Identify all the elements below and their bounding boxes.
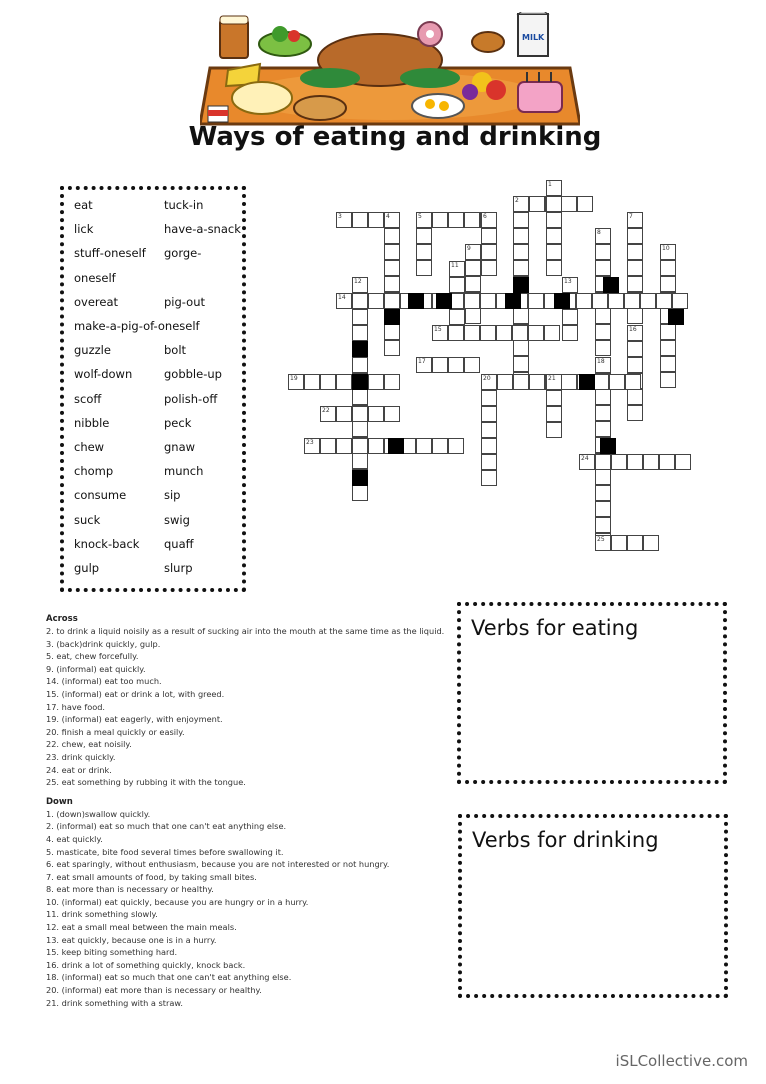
crossword-cell[interactable] <box>320 374 336 390</box>
crossword-cell[interactable] <box>465 276 481 292</box>
clue-line: 12. eat a small meal between the main meals. <box>46 922 237 933</box>
crossword-cell[interactable] <box>675 454 691 470</box>
crossword-cell[interactable] <box>595 389 611 405</box>
word-bank-item: suck <box>74 512 101 527</box>
crossword-cell[interactable] <box>595 421 611 437</box>
crossword-cell[interactable] <box>627 244 643 260</box>
crossword-clue-number: 15 <box>434 326 442 333</box>
crossword-cell[interactable] <box>416 244 432 260</box>
word-bank-item: gnaw <box>164 440 196 454</box>
crossword-cell[interactable] <box>513 212 529 228</box>
crossword-cell[interactable] <box>368 406 384 422</box>
crossword-cell[interactable] <box>546 260 562 276</box>
crossword-cell[interactable] <box>416 260 432 276</box>
clue-line: 20. finish a meal quickly or easily. <box>46 726 185 737</box>
crossword-cell[interactable] <box>352 212 368 228</box>
crossword-cell[interactable] <box>448 357 464 373</box>
crossword-cell[interactable] <box>546 212 562 228</box>
crossword-cell[interactable] <box>513 228 529 244</box>
crossword-cell[interactable] <box>595 517 611 533</box>
crossword-cell[interactable] <box>352 406 368 422</box>
crossword-cell[interactable] <box>480 325 496 341</box>
crossword-black-cell <box>668 309 684 325</box>
crossword-cell[interactable] <box>627 405 643 421</box>
crossword-black-cell <box>388 438 404 454</box>
crossword-cell[interactable] <box>432 438 448 454</box>
clue-line: 16. drink a lot of something quickly, knock back. <box>46 959 246 970</box>
crossword-black-cell <box>513 277 529 293</box>
crossword-clue-number: 25 <box>597 536 605 543</box>
crossword-cell[interactable] <box>529 374 545 390</box>
crossword-cell[interactable] <box>627 535 643 551</box>
crossword-cell[interactable] <box>595 260 611 276</box>
word-bank-item: pig-out <box>164 294 205 309</box>
crossword-cell[interactable] <box>320 438 336 454</box>
word-bank-item: quaff <box>164 536 194 551</box>
word-bank-item: scoff <box>74 391 102 406</box>
crossword-cell[interactable] <box>627 308 643 324</box>
clue-line: 2. (informal) eat so much that one can't eat anything else. <box>46 821 287 832</box>
clue-line: 19. (informal) eat eagerly, with enjoyment. <box>46 714 223 725</box>
crossword-cell[interactable] <box>384 340 400 356</box>
word-bank-item: consume <box>74 488 127 503</box>
crossword-cell[interactable] <box>464 212 480 228</box>
crossword-clue-number: 17 <box>418 358 426 365</box>
clue-line: 3. (back)drink quickly, gulp. <box>46 638 161 649</box>
crossword-black-cell <box>408 293 424 309</box>
crossword-clue-number: 9 <box>467 245 471 252</box>
crossword-cell[interactable] <box>544 325 560 341</box>
crossword-clue-number: 14 <box>338 294 346 301</box>
word-bank-item: guzzle <box>74 343 111 358</box>
crossword-cell[interactable] <box>643 454 659 470</box>
crossword-clue-number: 22 <box>322 407 330 414</box>
crossword-clue-number: 12 <box>354 278 362 285</box>
crossword-cell[interactable] <box>513 244 529 260</box>
crossword-cell[interactable] <box>416 438 432 454</box>
crossword-cell[interactable] <box>595 324 611 340</box>
crossword-cell[interactable] <box>528 325 544 341</box>
crossword-cell[interactable] <box>611 535 627 551</box>
crossword-cell[interactable] <box>513 340 529 356</box>
word-bank-item: bolt <box>164 343 187 358</box>
crossword-cell[interactable] <box>336 374 352 390</box>
clue-line: 11. drink something slowly. <box>46 909 158 920</box>
clue-line: 23. drink quickly. <box>46 751 116 762</box>
crossword-black-cell <box>352 470 368 486</box>
crossword-cell[interactable] <box>352 357 368 373</box>
clue-line: 25. eat something by rubbing it with the tongue. <box>46 777 246 788</box>
crossword-cell[interactable] <box>513 356 529 372</box>
eating-verbs-label: Verbs for eating <box>471 616 639 640</box>
clue-line: 21. drink something with a straw. <box>46 997 183 1008</box>
crossword-cell[interactable] <box>611 454 627 470</box>
crossword-cell[interactable] <box>546 196 562 212</box>
clue-line: 6. eat sparingly, without enthusiasm, because you are not interested or not hungry. <box>46 859 390 870</box>
word-bank-item: gorge- <box>164 246 202 261</box>
crossword-black-cell <box>352 341 368 357</box>
crossword-cell[interactable] <box>577 196 593 212</box>
crossword-cell[interactable] <box>384 406 400 422</box>
crossword-cell[interactable] <box>352 438 368 454</box>
crossword-cell[interactable] <box>592 293 608 309</box>
crossword-cell[interactable] <box>368 438 384 454</box>
crossword-cell[interactable] <box>304 374 320 390</box>
crossword-cell[interactable] <box>595 501 611 517</box>
crossword-cell[interactable] <box>513 260 529 276</box>
page-title: Ways of eating and drinking <box>188 122 602 152</box>
clue-line: 22. chew, eat noisily. <box>46 739 132 750</box>
word-bank-item: eat <box>74 198 93 212</box>
clue-line: 5. eat, chew forcefully. <box>46 651 139 662</box>
crossword-cell[interactable] <box>481 260 497 276</box>
crossword-clue-number: 18 <box>597 358 605 365</box>
word-bank-item: have-a-snack <box>164 222 241 237</box>
crossword-cell[interactable] <box>481 406 497 422</box>
crossword-cell[interactable] <box>529 196 545 212</box>
word-bank-item: gulp <box>74 561 100 575</box>
crossword-cell[interactable] <box>384 260 400 276</box>
footer-watermark: iSLCollective.com <box>615 1052 748 1070</box>
crossword-cell[interactable] <box>481 244 497 260</box>
clue-line: 4. eat quickly. <box>46 833 103 844</box>
crossword-cell[interactable] <box>416 228 432 244</box>
crossword-cell[interactable] <box>627 454 643 470</box>
word-bank-item: stuff-oneself <box>74 246 146 261</box>
crossword-clue-number: 11 <box>451 262 459 269</box>
crossword-cell[interactable] <box>595 405 611 421</box>
crossword-cell[interactable] <box>562 325 578 341</box>
crossword-cell[interactable] <box>546 244 562 260</box>
crossword-clue-number: 7 <box>629 213 633 220</box>
crossword-cell[interactable] <box>593 374 609 390</box>
crossword-clue-number: 16 <box>629 326 637 333</box>
crossword-cell[interactable] <box>627 357 643 373</box>
crossword-cell[interactable] <box>352 309 368 325</box>
word-bank-item: gobble-up <box>164 367 222 382</box>
crossword-cell[interactable] <box>627 276 643 292</box>
crossword-cell[interactable] <box>481 390 497 406</box>
crossword-cell[interactable] <box>352 453 368 469</box>
crossword-cell[interactable] <box>513 308 529 324</box>
crossword-black-cell <box>579 374 595 390</box>
eating-verbs-box[interactable] <box>457 602 727 784</box>
crossword-clue-number: 8 <box>597 229 601 236</box>
clue-line: 15. (informal) eat or drink a lot, with greed. <box>46 688 225 699</box>
word-bank-item: wolf-down <box>74 367 133 382</box>
crossword-black-cell <box>554 293 570 309</box>
crossword-cell[interactable] <box>496 325 512 341</box>
word-bank-item: knock-back <box>74 536 140 551</box>
clue-line: 10. (informal) eat quickly, because you are hungry or in a hurry. <box>46 896 309 907</box>
crossword-cell[interactable] <box>595 308 611 324</box>
crossword-clue-number: 5 <box>418 213 422 220</box>
crossword-cell[interactable] <box>512 325 528 341</box>
drinking-verbs-label: Verbs for drinking <box>472 828 659 852</box>
crossword-clue-number: 19 <box>290 375 298 382</box>
clue-line: 24. eat or drink. <box>46 764 112 775</box>
crossword-cell[interactable] <box>627 228 643 244</box>
word-bank-item: tuck-in <box>164 198 204 212</box>
crossword-cell[interactable] <box>659 454 675 470</box>
clue-line: 2. to drink a liquid noisily as a result of sucking air into the mouth at the same time as the liquid. <box>46 626 445 636</box>
crossword-clue-number: 20 <box>483 375 491 382</box>
word-bank-item: swig <box>164 512 190 527</box>
crossword-cell[interactable] <box>384 293 400 309</box>
crossword-cell[interactable] <box>561 374 577 390</box>
crossword-cell[interactable] <box>546 422 562 438</box>
crossword-cell[interactable] <box>384 228 400 244</box>
crossword-black-cell <box>505 293 521 309</box>
crossword-black-cell <box>352 374 368 390</box>
crossword-cell[interactable] <box>497 374 513 390</box>
crossword-black-cell <box>436 293 452 309</box>
crossword-cell[interactable] <box>352 485 368 501</box>
crossword-cell[interactable] <box>656 293 672 309</box>
crossword-cell[interactable] <box>352 293 368 309</box>
crossword-cell[interactable] <box>609 374 625 390</box>
crossword-cell[interactable] <box>660 324 676 340</box>
word-bank-item: nibble <box>74 415 110 430</box>
crossword-cell[interactable] <box>449 277 465 293</box>
crossword-cell[interactable] <box>464 357 480 373</box>
word-bank-item: polish-off <box>164 391 218 406</box>
clue-line: 17. have food. <box>46 701 106 712</box>
crossword-cell[interactable] <box>624 293 640 309</box>
crossword-cell[interactable] <box>595 469 611 485</box>
crossword-clue-number: 1 <box>548 181 552 188</box>
crossword-black-cell <box>603 277 619 293</box>
crossword-cell[interactable] <box>336 438 352 454</box>
down-heading: Down <box>46 796 73 807</box>
crossword-cell[interactable] <box>595 340 611 356</box>
crossword-clue-number: 3 <box>338 213 342 220</box>
word-bank-item: peck <box>164 415 192 430</box>
crossword-cell[interactable] <box>528 293 544 309</box>
crossword-cell[interactable] <box>513 374 529 390</box>
word-bank-item: lick <box>74 222 94 237</box>
crossword-cell[interactable] <box>352 421 368 437</box>
crossword-clue-number: 4 <box>386 213 390 220</box>
crossword-cell[interactable] <box>368 212 384 228</box>
word-bank-item: make-a-pig-of-oneself <box>74 319 200 333</box>
word-bank-item: chew <box>74 440 105 454</box>
crossword-cell[interactable] <box>481 422 497 438</box>
crossword-cell[interactable] <box>352 389 368 405</box>
crossword-cell[interactable] <box>660 340 676 356</box>
crossword-cell[interactable] <box>368 293 384 309</box>
crossword-cell[interactable] <box>384 374 400 390</box>
drinking-verbs-box[interactable] <box>458 814 728 998</box>
clue-line: 14. (informal) eat too much. <box>46 676 162 687</box>
crossword-clue-number: 23 <box>306 439 314 446</box>
crossword-clue-number: 13 <box>564 278 572 285</box>
crossword-cell[interactable] <box>660 276 676 292</box>
crossword-clue-number: 2 <box>515 197 519 204</box>
crossword-cell[interactable] <box>432 357 448 373</box>
crossword-cell[interactable] <box>481 454 497 470</box>
crossword-cell[interactable] <box>465 260 481 276</box>
crossword-cell[interactable] <box>608 293 624 309</box>
clues-section <box>46 612 456 1009</box>
crossword-cell[interactable] <box>480 293 496 309</box>
clue-line: 9. (informal) eat quickly. <box>46 663 146 674</box>
crossword-cell[interactable] <box>448 325 464 341</box>
crossword-cell[interactable] <box>561 196 577 212</box>
crossword-cell[interactable] <box>546 406 562 422</box>
crossword-cell[interactable] <box>625 374 641 390</box>
crossword-cell[interactable] <box>546 390 562 406</box>
crossword-cell[interactable] <box>448 438 464 454</box>
crossword-black-cell <box>600 438 616 454</box>
word-bank-item: munch <box>164 464 204 479</box>
crossword-cell[interactable] <box>481 438 497 454</box>
crossword-cell[interactable] <box>384 324 400 340</box>
crossword-cell[interactable] <box>465 308 481 324</box>
clue-line: 1. (down)swallow quickly. <box>46 808 151 819</box>
crossword-cell[interactable] <box>368 374 384 390</box>
crossword-cell[interactable] <box>448 212 464 228</box>
crossword-cell[interactable] <box>660 372 676 388</box>
crossword-cell[interactable] <box>562 309 578 325</box>
word-bank-item: overeat <box>74 294 119 309</box>
crossword-cell[interactable] <box>627 260 643 276</box>
crossword-cell[interactable] <box>595 485 611 501</box>
crossword-cell[interactable] <box>481 228 497 244</box>
clue-line: 18. (informal) eat so much that one can't eat anything else. <box>46 972 292 983</box>
clue-line: 15. keep biting something hard. <box>46 947 178 958</box>
crossword-cell[interactable] <box>384 276 400 292</box>
crossword-cell[interactable] <box>336 406 352 422</box>
clue-line: 20. (informal) eat more than is necessary or healthy. <box>46 985 262 996</box>
crossword-cell[interactable] <box>643 535 659 551</box>
crossword-cell[interactable] <box>595 244 611 260</box>
word-bank-item: sip <box>164 488 181 503</box>
crossword-cell[interactable] <box>384 244 400 260</box>
crossword-cell[interactable] <box>432 212 448 228</box>
crossword-clue-number: 24 <box>581 455 589 462</box>
clue-line: 5. masticate, bite food several times before swallowing it. <box>46 846 284 857</box>
across-clues <box>46 625 456 789</box>
down-clues <box>46 808 456 1010</box>
crossword-cell[interactable] <box>660 260 676 276</box>
clue-line: 8. eat more than is necessary or healthy. <box>46 884 214 895</box>
crossword-cell[interactable] <box>352 325 368 341</box>
clue-line: 13. eat quickly, because one is in a hurry. <box>46 934 217 945</box>
crossword-cell[interactable] <box>481 470 497 486</box>
crossword-cell[interactable] <box>464 293 480 309</box>
svg-text:MILK: MILK <box>522 33 545 42</box>
crossword-cell[interactable] <box>627 341 643 357</box>
crossword-clue-number: 6 <box>483 213 487 220</box>
crossword-cell[interactable] <box>464 325 480 341</box>
crossword-cell[interactable] <box>627 389 643 405</box>
crossword-cell[interactable] <box>640 293 656 309</box>
word-bank-item: oneself <box>74 270 116 285</box>
crossword-clue-number: 10 <box>662 245 670 252</box>
word-bank-item: slurp <box>164 561 193 575</box>
across-heading: Across <box>46 614 78 624</box>
crossword-clue-number: 21 <box>548 375 556 382</box>
word-bank-item: chomp <box>74 464 114 479</box>
crossword-cell[interactable] <box>660 356 676 372</box>
crossword-cell[interactable] <box>546 228 562 244</box>
clue-line: 7. eat small amounts of food, by taking small bites. <box>46 871 257 882</box>
crossword-cell[interactable] <box>595 454 611 470</box>
crossword-cell[interactable] <box>672 293 688 309</box>
crossword-cell[interactable] <box>449 309 465 325</box>
crossword-cell[interactable] <box>576 293 592 309</box>
crossword-black-cell <box>384 309 400 325</box>
